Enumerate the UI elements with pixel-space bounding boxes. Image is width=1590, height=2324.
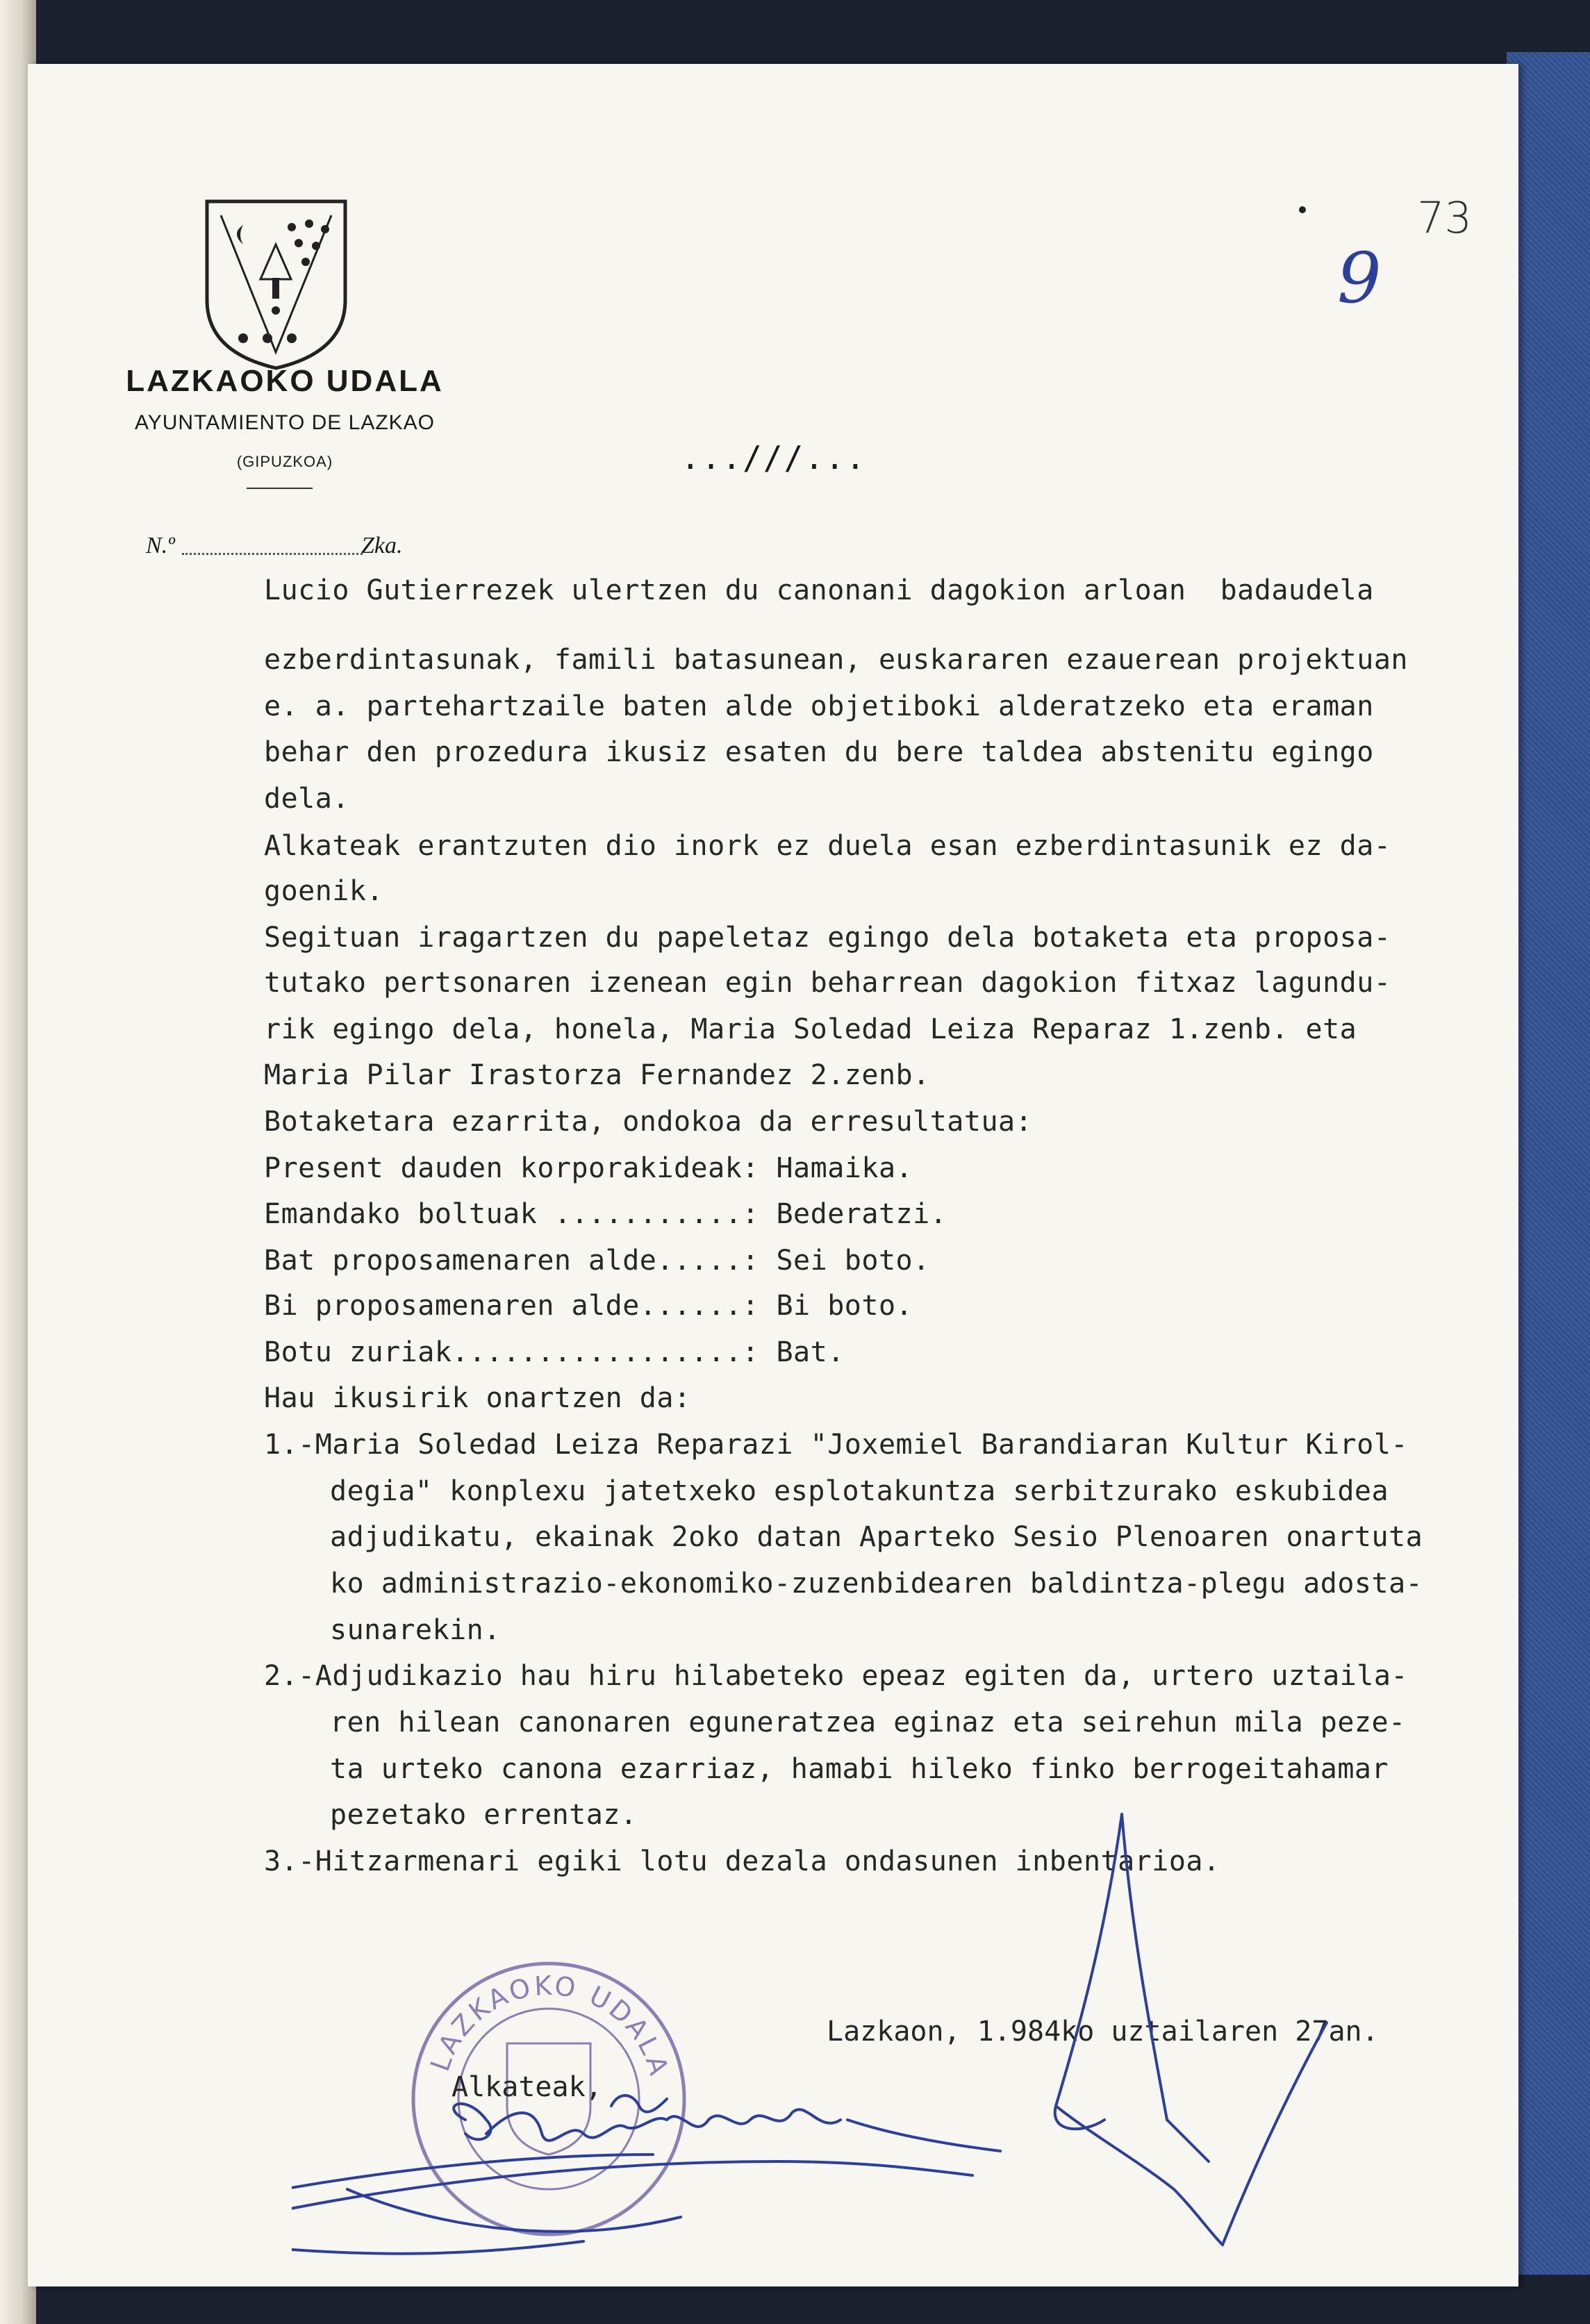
number-dotted-line <box>182 553 363 555</box>
body-line: 3.-Hitzarmenari egiki lotu dezala ondasunen inbentarioa. <box>264 1845 1220 1877</box>
org-province: (GIPUZKOA) <box>236 453 333 470</box>
handwritten-signatures <box>292 1745 1542 2259</box>
reference-mark: ...///... <box>681 439 867 476</box>
body-line: Alkateak erantzuten dio inork ez duela esan ezberdintasunik ez da- <box>264 830 1391 862</box>
body-line: Botaketara ezarrita, ondokoa da erresultatua: <box>264 1106 1033 1138</box>
folio-number: 73 <box>1417 192 1472 243</box>
body-line: Bi proposamenaren alde......: Bi boto. <box>264 1290 913 1322</box>
place-date: Lazkaon, 1.984ko uztailaren 27an. <box>827 2016 1379 2048</box>
coat-of-arms-icon <box>201 196 351 373</box>
body-line: Hau ikusirik onartzen da: <box>264 1382 691 1414</box>
body-line: Segituan iragartzen du papeletaz egingo dela botaketa eta proposa- <box>264 922 1391 954</box>
body-line: ko administrazio-ekonomiko-zuzenbidearen baldintza-plegu adosta- <box>330 1568 1423 1600</box>
body-line: Present dauden korporakideak: Hamaika. <box>264 1152 913 1184</box>
body-line: ezberdintasunak, famili batasunean, euskararen ezauerean projektuan <box>264 644 1408 676</box>
body-line: ta urteko canona ezarriaz, hamabi hileko finko berrogeitahamar <box>330 1753 1389 1785</box>
body-line: sunarekin. <box>330 1614 501 1646</box>
body-line: rik egingo dela, honela, Maria Soledad Leiza Reparaz 1.zenb. eta <box>264 1013 1357 1045</box>
org-subtitle: AYUNTAMIENTO DE LAZKAO <box>134 411 436 434</box>
letterhead-divider <box>247 488 313 489</box>
body-line: goenik. <box>264 875 384 907</box>
signatory-label: Alkateak, <box>452 2071 602 2103</box>
body-line: Lucio Gutierrezek ulertzen du canonani dagokion arloan badaudela <box>264 574 1374 606</box>
body-line: dela. <box>264 783 349 815</box>
body-line: 1.-Maria Soledad Leiza Reparazi "Joxemiel Barandiaran Kultur Kirol- <box>264 1429 1408 1461</box>
body-line: Maria Pilar Irastorza Fernandez 2.zenb. <box>264 1059 930 1091</box>
body-line: tutako pertsonaren izenean egin beharrean dagokion fitxaz lagundu- <box>264 967 1391 999</box>
body-line: e. a. partehartzaile baten alde objetiboki alderatzeko eta eraman <box>264 690 1374 722</box>
stamp-text: LAZKAOKO UDALA <box>424 1970 675 2082</box>
body-line: Bat proposamenaren alde.....: Sei boto. <box>264 1245 930 1277</box>
number-suffix: Zka. <box>361 533 403 558</box>
body-line: Botu zuriak.................: Bat. <box>264 1336 845 1368</box>
number-label: N.º <box>146 533 175 558</box>
body-line: Emandako boltuak ...........: Bederatzi. <box>264 1198 947 1230</box>
body-line: behar den prozedura ikusiz esaten du bere taldea abstenitu egingo <box>264 736 1374 768</box>
body-line: pezetako errentaz. <box>330 1799 638 1831</box>
body-line: 2.-Adjudikazio hau hiru hilabeteko epeaz egiten da, urtero uztaila- <box>264 1660 1408 1692</box>
ink-dot <box>1299 206 1306 213</box>
handwritten-number: 9 <box>1337 238 1382 319</box>
org-name: LAZKAOKO UDALA <box>126 364 444 398</box>
body-line: ren hilean canonaren eguneratzea eginaz eta seirehun mila peze- <box>330 1707 1406 1738</box>
body-line: degia" konplexu jatetxeko esplotakuntza serbitzurako eskubidea <box>330 1475 1389 1507</box>
body-line: adjudikatu, ekainak 2oko datan Aparteko Sesio Plenoaren onartuta <box>330 1521 1423 1553</box>
document-page <box>28 64 1518 2286</box>
